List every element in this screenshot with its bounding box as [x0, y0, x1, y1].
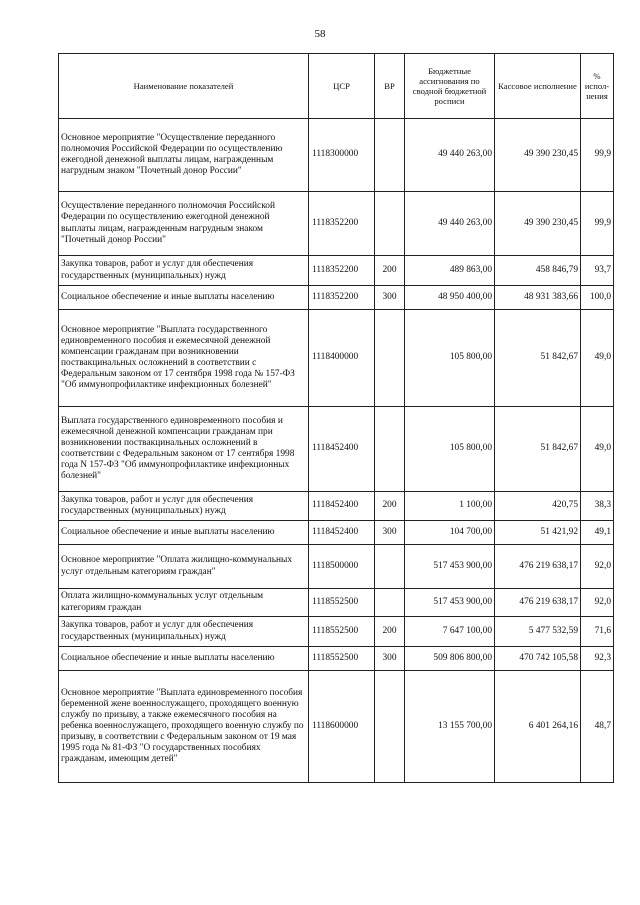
table-row [59, 286, 614, 310]
row-csr-cell: 1118452400 [309, 492, 375, 521]
page-number: 58 [314, 28, 326, 40]
row-name-cell: Закупка товаров, работ и услуг для обеспечения государственных (муниципальных) нужд [59, 256, 309, 286]
row-vr-cell [375, 192, 405, 256]
row-cash-cell: 476 219 638,17 [495, 545, 581, 589]
row-csr-cell: 1118352200 [309, 256, 375, 286]
row-name-cell: Основное мероприятие "Оплата жилищно-коммунальных услуг отдельным категориям граждан" [59, 545, 309, 589]
row-pct-cell: 38,3 [581, 492, 614, 521]
table-row [59, 647, 614, 671]
row-pct-cell: 92,3 [581, 647, 614, 671]
row-budget-cell: 509 806 800,00 [405, 647, 495, 671]
row-pct-cell: 49,0 [581, 407, 614, 492]
table-header-row [59, 54, 614, 119]
row-name-cell: Закупка товаров, работ и услуг для обеспечения государственных (муниципальных) нужд [59, 617, 309, 647]
row-cash-cell: 6 401 264,16 [495, 671, 581, 783]
row-cash-cell: 48 931 383,66 [495, 286, 581, 310]
row-cash-cell: 476 219 638,17 [495, 589, 581, 617]
row-csr-cell: 1118452400 [309, 521, 375, 545]
table-row [59, 671, 614, 783]
row-vr-cell: 200 [375, 256, 405, 286]
row-vr-cell [375, 119, 405, 192]
row-name-cell: Социальное обеспечение и иные выплаты населению [59, 286, 309, 310]
row-csr-cell: 1118352200 [309, 286, 375, 310]
header-pct: % испол-нения [581, 54, 614, 119]
row-name-cell: Закупка товаров, работ и услуг для обеспечения государственных (муниципальных) нужд [59, 492, 309, 521]
header-csr: ЦСР [309, 54, 375, 119]
row-pct-cell: 92,0 [581, 545, 614, 589]
row-vr-cell: 200 [375, 492, 405, 521]
row-budget-cell: 49 440 263,00 [405, 119, 495, 192]
row-budget-cell: 104 700,00 [405, 521, 495, 545]
row-budget-cell: 105 800,00 [405, 310, 495, 407]
header-name: Наименование показателей [59, 54, 309, 119]
row-csr-cell: 1118600000 [309, 671, 375, 783]
row-vr-cell: 300 [375, 647, 405, 671]
row-budget-cell: 105 800,00 [405, 407, 495, 492]
row-pct-cell: 71,6 [581, 617, 614, 647]
row-pct-cell: 92,0 [581, 589, 614, 617]
row-cash-cell: 5 477 532,59 [495, 617, 581, 647]
row-vr-cell [375, 310, 405, 407]
row-vr-cell [375, 589, 405, 617]
row-cash-cell: 420,75 [495, 492, 581, 521]
row-name-cell: Осуществление переданного полномочия Российской Федерации по осуществлению ежегодной денежной выплаты лицам, награжденным нагрудным знаком "Почетный донор России" [59, 192, 309, 256]
row-vr-cell [375, 545, 405, 589]
row-cash-cell: 49 390 230,45 [495, 192, 581, 256]
row-name-cell: Оплата жилищно-коммунальных услуг отдельным категориям граждан [59, 589, 309, 617]
budget-execution-table [58, 53, 614, 783]
table-row [59, 521, 614, 545]
row-vr-cell [375, 671, 405, 783]
row-name-cell: Основное мероприятие "Осуществление переданного полномочия Российской Федерации по осуществлению ежегодной денежной выплаты лицам, награжденным нагрудным знаком "Почетный донор России" [59, 119, 309, 192]
row-csr-cell: 1118500000 [309, 545, 375, 589]
row-budget-cell: 517 453 900,00 [405, 545, 495, 589]
table-row [59, 119, 614, 192]
row-csr-cell: 1118552500 [309, 617, 375, 647]
row-vr-cell [375, 407, 405, 492]
row-vr-cell: 200 [375, 617, 405, 647]
row-csr-cell: 1118400000 [309, 310, 375, 407]
row-csr-cell: 1118352200 [309, 192, 375, 256]
row-budget-cell: 489 863,00 [405, 256, 495, 286]
row-cash-cell: 470 742 105,58 [495, 647, 581, 671]
row-csr-cell: 1118300000 [309, 119, 375, 192]
row-name-cell: Социальное обеспечение и иные выплаты населению [59, 521, 309, 545]
row-budget-cell: 13 155 700,00 [405, 671, 495, 783]
table-row [59, 589, 614, 617]
table-row [59, 492, 614, 521]
header-budget: Бюджетные ассигнования по сводной бюджетной росписи [405, 54, 495, 119]
table-row [59, 192, 614, 256]
row-pct-cell: 100,0 [581, 286, 614, 310]
row-csr-cell: 1118452400 [309, 407, 375, 492]
row-cash-cell: 51 421,92 [495, 521, 581, 545]
row-name-cell: Основное мероприятие "Выплата государственного единовременного пособия и ежемесячной денежной компенсации гражданам при возникновении поствакцинальных осложнений в соответствии с Федеральным законом от 17 сентября 1998 года № 157-ФЗ "Об иммунопрофилактике инфекционных болезней" [59, 310, 309, 407]
row-name-cell: Основное мероприятие "Выплата единовременного пособия беременной жене военнослужащего, проходящего военную службу по призыву, а также ежемесячного пособия на ребенка военнослужащего, проходящего военную службу по призыву, в соответствии с Федеральным законом от 19 мая 1995 года № 81-ФЗ "О государственных пособиях гражданам, имеющим детей" [59, 671, 309, 783]
row-cash-cell: 51 842,67 [495, 310, 581, 407]
row-vr-cell: 300 [375, 521, 405, 545]
row-pct-cell: 99,9 [581, 119, 614, 192]
row-name-cell: Социальное обеспечение и иные выплаты населению [59, 647, 309, 671]
row-pct-cell: 49,0 [581, 310, 614, 407]
row-budget-cell: 7 647 100,00 [405, 617, 495, 647]
row-cash-cell: 458 846,79 [495, 256, 581, 286]
table-row [59, 617, 614, 647]
table-row [59, 256, 614, 286]
row-budget-cell: 49 440 263,00 [405, 192, 495, 256]
row-budget-cell: 1 100,00 [405, 492, 495, 521]
header-cash: Кассовое исполнение [495, 54, 581, 119]
table-body [59, 119, 614, 783]
row-pct-cell: 49,1 [581, 521, 614, 545]
table-row [59, 407, 614, 492]
row-budget-cell: 48 950 400,00 [405, 286, 495, 310]
table-row [59, 545, 614, 589]
row-pct-cell: 99,9 [581, 192, 614, 256]
row-cash-cell: 49 390 230,45 [495, 119, 581, 192]
row-pct-cell: 93,7 [581, 256, 614, 286]
row-budget-cell: 517 453 900,00 [405, 589, 495, 617]
row-csr-cell: 1118552500 [309, 589, 375, 617]
table-row [59, 310, 614, 407]
row-csr-cell: 1118552500 [309, 647, 375, 671]
row-name-cell: Выплата государственного единовременного пособия и ежемесячной денежной компенсации гражданам при возникновении поствакцинальных осложнений в соответствии с Федеральным законом от 17 сентября 1998 года N 157-ФЗ "Об иммунопрофилактике инфекционных болезней" [59, 407, 309, 492]
row-cash-cell: 51 842,67 [495, 407, 581, 492]
row-pct-cell: 48,7 [581, 671, 614, 783]
header-vr: ВР [375, 54, 405, 119]
row-vr-cell: 300 [375, 286, 405, 310]
